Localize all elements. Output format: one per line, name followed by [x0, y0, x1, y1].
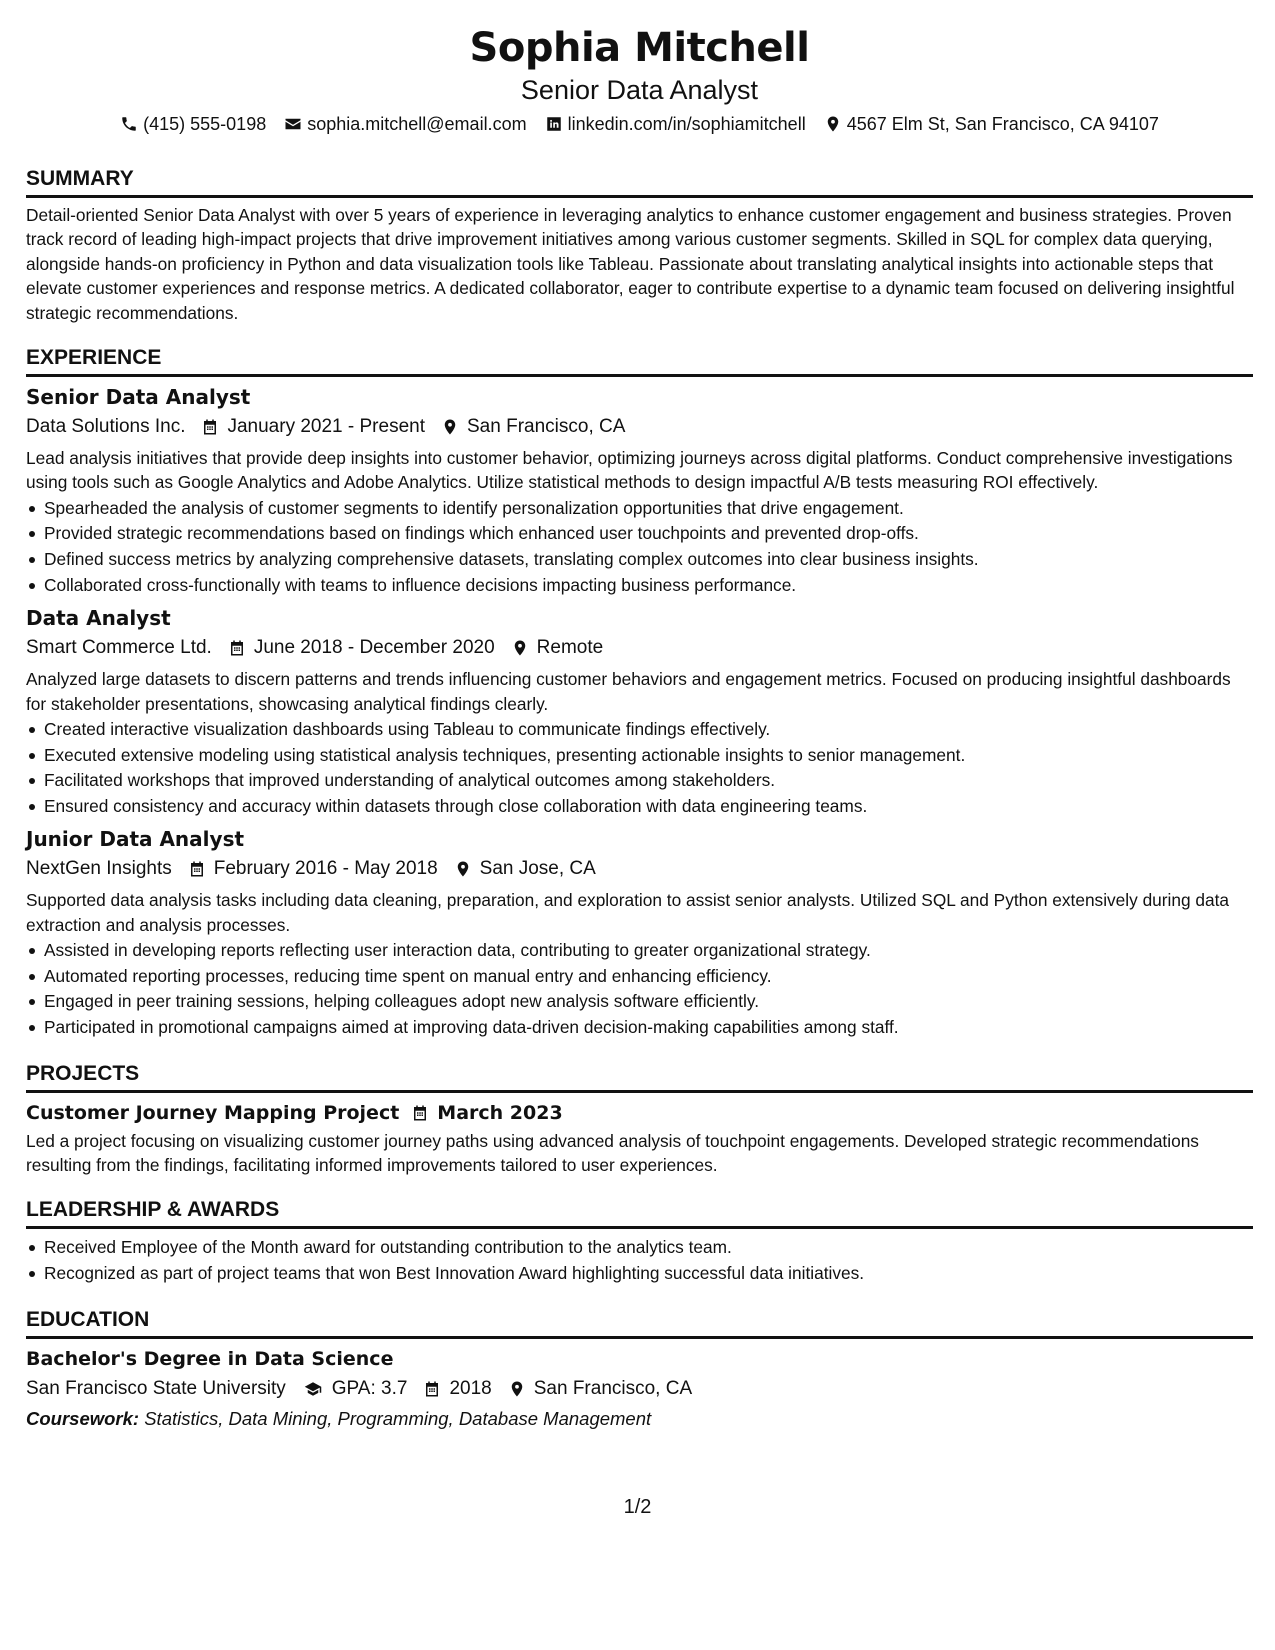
resume-page — [26, 24, 1253, 1433]
education-heading: EDUCATION — [26, 1307, 1253, 1339]
job-title: Senior Data Analyst — [26, 385, 251, 410]
coursework-label: Coursework: — [26, 1407, 140, 1429]
project-date: March 2023 — [437, 1101, 563, 1124]
job-meta — [26, 855, 1253, 883]
contact-email-text: sophia.mitchell@email.com — [307, 114, 527, 134]
list-item: Ensured consistency and accuracy within datasets through close collaboration with data engineering teams. — [26, 794, 1253, 820]
coursework-list: Statistics, Data Mining, Programming, Database Management — [144, 1407, 652, 1429]
calendar-icon — [201, 418, 219, 436]
list-item: Created interactive visualization dashboards using Tableau to communicate findings effectively. — [26, 717, 1253, 743]
list-item: Received Employee of the Month award for outstanding contribution to the analytics team. — [26, 1235, 1253, 1261]
list-item: Collaborated cross-functionally with teams to influence decisions impacting business performance. — [26, 573, 1253, 599]
candidate-name: Sophia Mitchell — [469, 25, 810, 71]
education-meta — [26, 1375, 1253, 1403]
graduation-year: 2018 — [449, 1377, 492, 1399]
job-entry — [26, 383, 1253, 598]
gpa: GPA: 3.7 — [331, 1377, 408, 1399]
job-company: Smart Commerce Ltd. — [26, 637, 212, 659]
list-item: Automated reporting processes, reducing time spent on manual entry and enhancing efficiency. — [26, 964, 1253, 990]
calendar-icon — [188, 860, 206, 878]
project-title: Customer Journey Mapping Project — [26, 1101, 400, 1124]
job-title: Data Analyst — [26, 606, 171, 631]
job-bullets — [26, 717, 1253, 819]
calendar-icon — [411, 1104, 429, 1122]
job-bullets — [26, 938, 1253, 1040]
list-item: Provided strategic recommendations based on findings which enhanced user touchpoints and prevented drop-offs. — [26, 521, 1253, 547]
school-name: San Francisco State University — [26, 1377, 286, 1399]
job-title: Junior Data Analyst — [26, 827, 245, 852]
experience-heading: EXPERIENCE — [26, 345, 1253, 377]
leadership-heading: LEADERSHIP & AWARDS — [26, 1197, 1253, 1229]
envelope-icon — [284, 115, 302, 133]
contact-address-text: 4567 Elm St, San Francisco, CA 94107 — [846, 114, 1159, 134]
job-entry — [26, 825, 1253, 1040]
summary-heading: SUMMARY — [26, 166, 1253, 198]
job-company: NextGen Insights — [26, 858, 172, 880]
contact-phone[interactable] — [120, 112, 266, 136]
education-section — [26, 1307, 1253, 1433]
job-company: Data Solutions Inc. — [26, 416, 186, 438]
job-location: San Francisco, CA — [467, 416, 626, 438]
job-description: Analyzed large datasets to discern patterns and trends influencing customer behaviors and engagement metrics. Focused on producing insightful dashboards for stakeholder presentations, showcasing analytical findings clearly. — [26, 669, 1231, 714]
summary-section — [26, 166, 1253, 325]
map-pin-icon — [511, 639, 529, 657]
job-description: Supported data analysis tasks including data cleaning, preparation, and exploration to assist senior analysts. Utilized SQL and Python extensively during data extraction and analysis processes. — [26, 890, 1230, 935]
list-item: Facilitated workshops that improved understanding of analytical outcomes among stakeholders. — [26, 768, 1253, 794]
job-dates: February 2016 - May 2018 — [213, 858, 438, 880]
job-dates: January 2021 - Present — [227, 416, 425, 438]
linkedin-icon — [545, 115, 563, 133]
list-item: Engaged in peer training sessions, helping colleagues adopt new analysis software efficiently. — [26, 989, 1253, 1015]
list-item: Recognized as part of project teams that won Best Innovation Award highlighting successful data initiatives. — [26, 1261, 1253, 1287]
page-number: 1/2 — [623, 1496, 652, 1518]
job-bullets — [26, 496, 1253, 598]
contact-address — [824, 112, 1159, 136]
phone-icon — [120, 115, 138, 133]
project-description: Led a project focusing on visualizing customer journey paths using advanced analysis of touchpoint engagements. Developed strategic recommendations resulting from the findings, facilitating informed improvements tailored to user experiences. — [26, 1130, 1199, 1175]
candidate-title: Senior Data Analyst — [520, 75, 759, 105]
leadership-bullets — [26, 1235, 1253, 1286]
job-meta — [26, 413, 1253, 441]
job-meta — [26, 634, 1253, 662]
job-entry — [26, 604, 1253, 819]
job-description: Lead analysis initiatives that provide deep insights into customer behavior, optimizing journeys across digital platforms. Conduct comprehensive investigations using tools such as Google Analytics and Adobe Analytics. Utilize statistical methods to design impactful A/B tests measuring ROI effectively. — [26, 448, 1233, 493]
leadership-section — [26, 1197, 1253, 1286]
list-item: Participated in promotional campaigns aimed at improving data-driven decision-making capabilities among staff. — [26, 1015, 1253, 1041]
degree-title: Bachelor's Degree in Data Science — [26, 1347, 394, 1370]
project-header — [26, 1099, 1253, 1127]
job-dates: June 2018 - December 2020 — [253, 637, 495, 659]
contact-email[interactable] — [284, 112, 526, 136]
contact-phone-text: (415) 555-0198 — [143, 114, 267, 134]
list-item: Spearheaded the analysis of customer segments to identify personalization opportunities that drive engagement. — [26, 496, 1253, 522]
coursework — [26, 1405, 1253, 1433]
calendar-icon — [423, 1380, 441, 1398]
contact-linkedin[interactable] — [545, 112, 806, 136]
summary-text: Detail-oriented Senior Data Analyst with over 5 years of experience in leveraging analytics to enhance customer engagement and business strategies. Proven track record of leading high-impact projects that drive improvement initiatives among various customer segments. Skilled in SQL for complex data querying, alongside hands-on proficiency in Python and data visualization tools like Tableau. Passionate about translating analytical insights into actionable steps that elevate customer experiences and response metrics. A dedicated collaborator, eager to contribute expertise to a dynamic team focused on delivering insightful strategic recommendations. — [26, 205, 1235, 323]
map-pin-icon — [824, 115, 842, 133]
contact-row — [26, 112, 1253, 136]
job-location: San Jose, CA — [479, 858, 596, 880]
contact-linkedin-text: linkedin.com/in/sophiamitchell — [567, 114, 806, 134]
map-pin-icon — [441, 418, 459, 436]
resume-header — [26, 24, 1253, 136]
list-item: Assisted in developing reports reflecting user interaction data, contributing to greater organizational strategy. — [26, 938, 1253, 964]
job-location: Remote — [536, 637, 604, 659]
school-location: San Francisco, CA — [533, 1377, 693, 1399]
map-pin-icon — [454, 860, 472, 878]
projects-section — [26, 1061, 1253, 1178]
list-item: Defined success metrics by analyzing comprehensive datasets, translating complex outcomes into clear business insights. — [26, 547, 1253, 573]
projects-heading: PROJECTS — [26, 1061, 1253, 1093]
experience-section — [26, 345, 1253, 1041]
list-item: Executed extensive modeling using statistical analysis techniques, presenting actionable insights to senior management. — [26, 743, 1253, 769]
graduation-cap-icon — [302, 1380, 324, 1398]
calendar-icon — [228, 639, 246, 657]
map-pin-icon — [508, 1380, 526, 1398]
